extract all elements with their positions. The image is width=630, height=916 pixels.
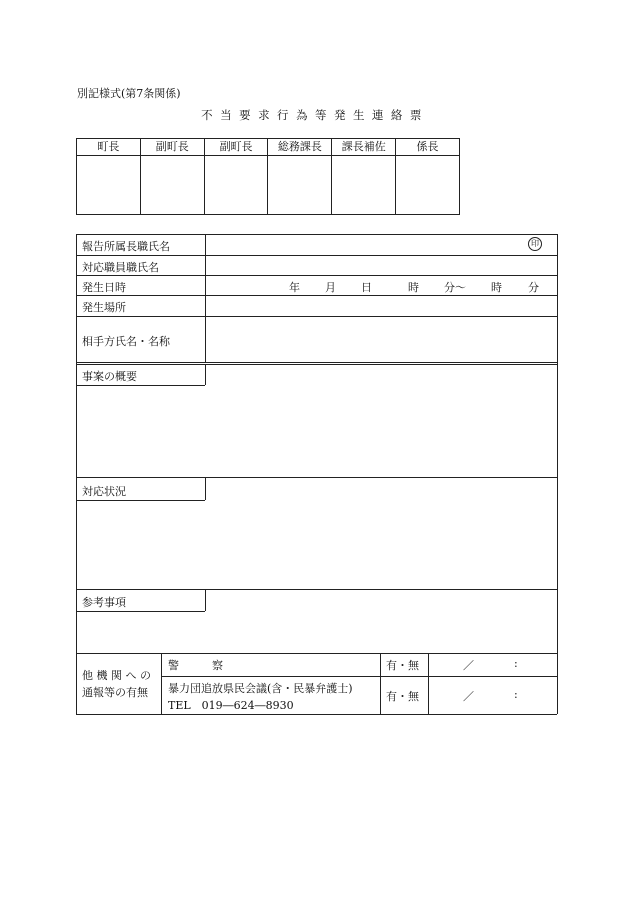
council-yes-no[interactable]: 有・無: [386, 690, 419, 703]
response-label: 対応状況: [82, 485, 126, 498]
notes-label: 参考事項: [82, 596, 126, 609]
counterparty-label: 相手方氏名・名称: [82, 335, 170, 348]
label-column-line: [205, 234, 206, 362]
approval-col-deputy-mayor-2: [204, 139, 268, 214]
police-time-separator: :: [514, 657, 518, 670]
row-divider: [76, 255, 557, 256]
document-title: 不当要求行為等発生連絡票: [201, 108, 429, 122]
stamp-box[interactable]: [268, 156, 331, 214]
day-unit: 日: [361, 281, 372, 294]
approval-stamp-table: [76, 138, 460, 215]
stamp-box[interactable]: [332, 156, 395, 214]
responder-label: 対応職員職氏名: [82, 261, 159, 274]
row-divider: [76, 589, 557, 590]
minute-end-unit: 分: [528, 281, 539, 294]
stamp-box[interactable]: [141, 156, 204, 214]
contact-column-line: [161, 653, 162, 714]
police-date-separator: ／: [463, 659, 474, 672]
row-divider: [76, 275, 557, 276]
label-tab-line: [76, 500, 205, 501]
datetime-label: 発生日時: [82, 281, 126, 294]
label-column-line: [205, 364, 206, 385]
stamp-box[interactable]: [205, 156, 268, 214]
hour-unit: 時: [408, 281, 419, 294]
approval-header: 課長補佐: [332, 139, 395, 156]
council-time-separator: :: [514, 688, 518, 701]
approval-col-mayor: [77, 139, 140, 214]
stamp-box[interactable]: [77, 156, 140, 214]
table-border: [557, 234, 558, 714]
approval-header: 副町長: [205, 139, 268, 156]
hour-end-unit: 時: [491, 281, 502, 294]
row-divider: [76, 362, 557, 363]
council-date-separator: ／: [463, 690, 474, 703]
label-tab-line: [76, 611, 205, 612]
month-unit: 月: [325, 281, 336, 294]
summary-label: 事案の概要: [82, 370, 137, 383]
stamp-box[interactable]: [396, 156, 459, 214]
council-label: 暴力団追放県民会議(含・民暴弁護士): [168, 682, 353, 695]
label-column-line: [205, 477, 206, 500]
approval-header: 町長: [77, 139, 140, 156]
row-divider: [161, 676, 557, 677]
approval-header: 係長: [396, 139, 459, 156]
row-divider: [76, 316, 557, 317]
label-tab-line: [76, 385, 205, 386]
approval-col-general-affairs-chief: [267, 139, 331, 214]
row-divider: [76, 295, 557, 296]
table-border: [76, 234, 77, 714]
label-column-line: [205, 589, 206, 611]
row-divider: [76, 477, 557, 478]
approval-col-deputy-mayor-1: [140, 139, 204, 214]
row-divider: [76, 364, 557, 365]
reporter-label: 報告所属長職氏名: [82, 240, 170, 253]
approval-header: 副町長: [141, 139, 204, 156]
contact-label-line2: 通報等の有無: [82, 686, 148, 699]
form-label: 別記様式(第7条関係): [77, 87, 181, 100]
police-label: 警 察: [168, 659, 223, 672]
council-tel: TEL 019―624―8930: [168, 699, 294, 712]
approval-col-section-chief: [395, 139, 459, 214]
row-divider: [76, 653, 557, 654]
approval-col-assistant-chief: [331, 139, 395, 214]
police-yes-no[interactable]: 有・無: [386, 659, 419, 672]
table-border: [76, 234, 557, 235]
contact-label-line1: 他 機 関 へ の: [82, 669, 151, 682]
minute-range-unit: 分〜: [444, 281, 466, 294]
place-label: 発生場所: [82, 301, 126, 314]
table-border: [76, 714, 557, 715]
contact-column-line: [380, 653, 381, 714]
year-unit: 年: [289, 281, 300, 294]
seal-mark: 印: [528, 237, 542, 251]
contact-column-line: [428, 653, 429, 714]
approval-header: 総務課長: [268, 139, 331, 156]
